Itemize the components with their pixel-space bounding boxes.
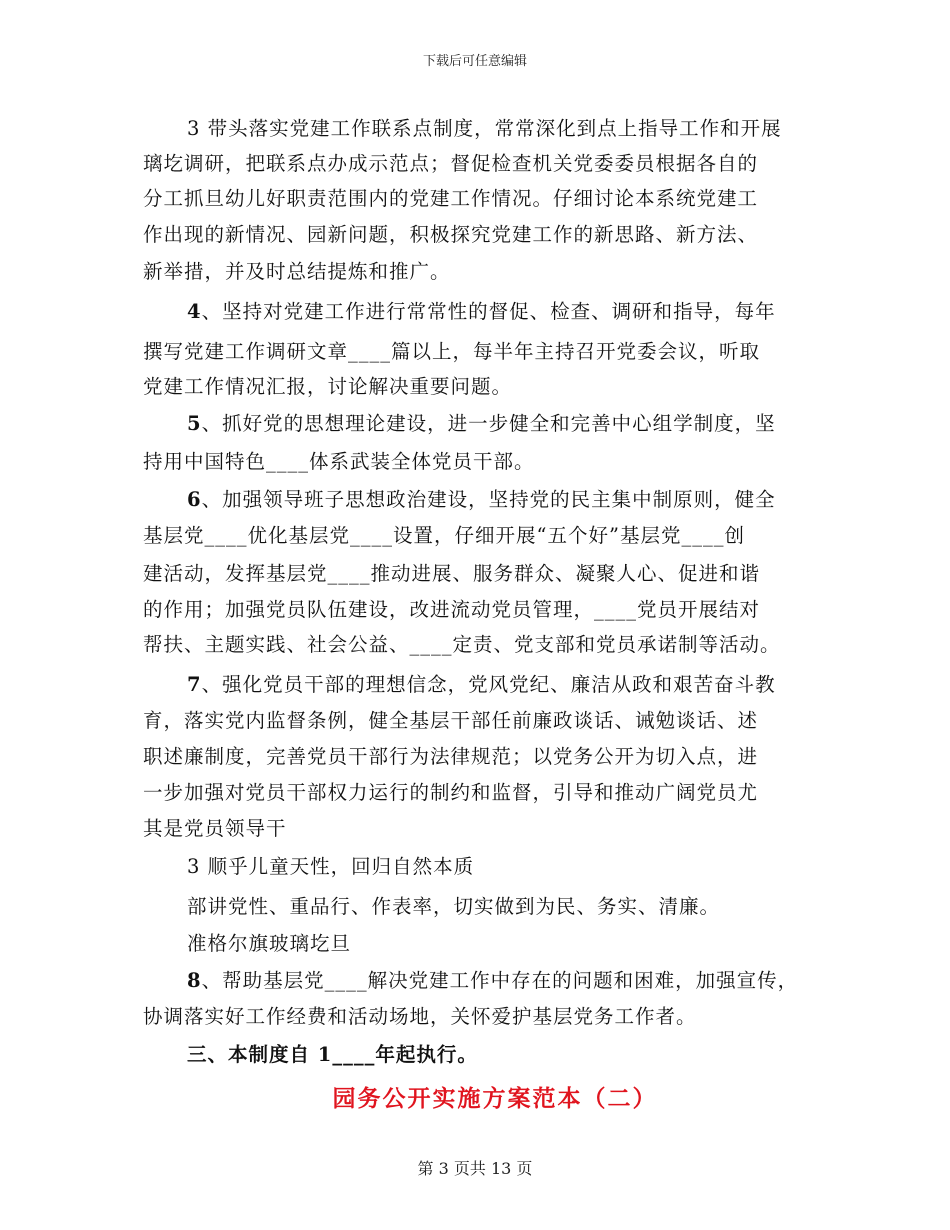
text-line [187,486,776,514]
text-line: 职述廉制度，完善党员干部行为法律规范；以党务公开为切入点，进 [143,745,759,768]
page-footer: 第 3 页共 13 页 [417,1159,533,1178]
text-span: 、加强领导班子思想政治建设，坚持党的民主集中制原则，健全 [201,488,776,511]
item-number: 6 [187,488,202,511]
text-line: 撰写党建工作调研文章____篇以上，每半年主持召开党委会议，听取 [143,340,761,363]
text-span: 、强化党员干部的理想信念，党风党纪、廉洁从政和艰苦奋斗教 [201,673,776,696]
text-line: 建活动，发挥基层党____推动进展、服务群众、凝聚人心、促进和谐 [143,562,761,585]
text-span: 、帮助基层党____解决党建工作中存在的问题和困难，加强宣传， [201,969,799,992]
text-span: 、抓好党的思想理论建设，进一步健全和完善中心组学制度，坚 [201,412,776,435]
text-line: 3 顺乎儿童天性，回归自然本质 [187,855,475,878]
item-number: 4 [187,300,202,323]
text-line: 育，落实党内监督条例，健全基层干部任前廉政谈话、诫勉谈话、述 [143,709,759,732]
text-line: 新举措，并及时总结提炼和推广。 [143,260,451,283]
text-line [187,298,776,326]
text-line: 帮扶、主题实践、社会公益、____定责、党支部和党员承诺制等活动。 [143,633,781,656]
text-line [187,671,776,699]
item-number: 7 [187,673,202,696]
text-line [187,410,776,438]
text-line: 的作用；加强党员队伍建设，改进流动党员管理，____党员开展结对 [143,598,761,621]
item-number: 5 [187,412,202,435]
text-line: 协调落实好工作经费和活动场地，关怀爱护基层党务工作者。 [143,1005,697,1028]
text-line: 分工抓旦幼儿好职责范围内的党建工作情况。仔细讨论本系统党建工 [143,187,759,210]
text-line: 部讲党性、重品行、作表率，切实做到为民、务实、清廉。 [187,895,721,918]
text-line: 持用中国特色____体系武装全体党员干部。 [143,450,535,473]
text-line: 3 带头落实党建工作联系点制度，常常深化到点上指导工作和开展 [187,117,782,140]
text-span: 、坚持对党建工作进行常常性的督促、检查、调研和指导，每年 [201,300,776,323]
text-line: 其是党员领导干 [143,817,287,840]
text-line [187,967,798,995]
text-line: 璃圪调研，把联系点办成示范点；督促检查机关党委委员根据各自的 [143,152,759,175]
text-line: 一步加强对党员干部权力运行的制约和监督，引导和推动广阔党员尤 [143,781,759,804]
text-line: 准格尔旗玻璃圪旦 [187,932,352,955]
item-number: 8 [187,969,202,992]
text-line: 党建工作情况汇报，讨论解决重要问题。 [143,375,513,398]
section-heading: 三、本制度自 1____年起执行。 [187,1043,478,1066]
text-line: 作出现的新情况、园新问题，积极探究党建工作的新思路、新方法、 [143,223,759,246]
document-title: 园务公开实施方案范本（二） [332,1085,658,1112]
page-header: 下载后可任意编辑 [422,54,527,69]
text-line: 基层党____优化基层党____设置，仔细开展“五个好”基层党____创 [143,524,745,547]
